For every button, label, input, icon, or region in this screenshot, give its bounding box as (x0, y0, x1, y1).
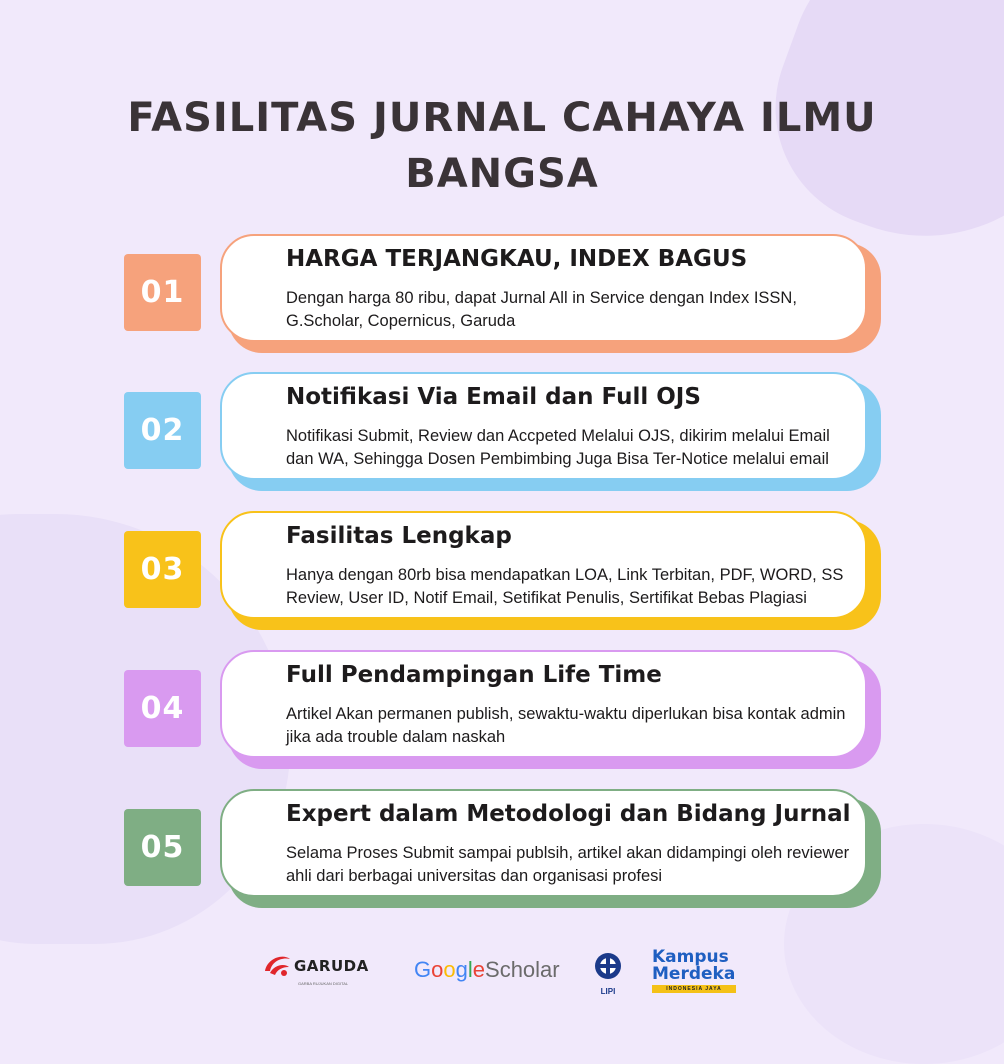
title-line-2: BANGSA (405, 151, 599, 197)
facility-title: Fasilitas Lengkap (286, 523, 512, 549)
number-badge: 04 (124, 670, 201, 747)
facility-item (0, 234, 1004, 354)
lipi-emblem-icon (593, 951, 623, 983)
partner-logos (0, 945, 1004, 1001)
google-wordmark: Google (414, 957, 486, 982)
scholar-wordmark: Scholar (485, 957, 560, 982)
garuda-icon (262, 951, 292, 981)
number-badge: 01 (124, 254, 201, 331)
garuda-wordmark: GARUDA (294, 957, 369, 975)
garuda-tagline: GARBA RUJUKAN DIGITAL (298, 981, 349, 986)
facility-card (220, 234, 867, 342)
facility-item (0, 511, 1004, 631)
facility-description: Dengan harga 80 ribu, dapat Jurnal All in Service dengan Index ISSN, G.Scholar, Copernicus, Garuda (286, 289, 797, 330)
facility-title: Expert dalam Metodologi dan Bidang Jurnal (286, 801, 851, 827)
facility-title: Full Pendampingan Life Time (286, 662, 662, 688)
facility-item (0, 372, 1004, 492)
lipi-logo (590, 951, 626, 995)
kampus-word: Kampus (652, 947, 729, 967)
facility-item (0, 650, 1004, 770)
kampus-merdeka-logo (652, 949, 742, 997)
facility-title: Notifikasi Via Email dan Full OJS (286, 384, 701, 410)
facility-description: Artikel Akan permanen publish, sewaktu-waktu diperlukan bisa kontak admin jika ada trouble dalam naskah (286, 705, 846, 746)
facility-card (220, 650, 867, 758)
number-badge: 03 (124, 531, 201, 608)
garuda-logo (262, 951, 369, 986)
number-badge: 05 (124, 809, 201, 886)
facility-card (220, 511, 867, 619)
facility-title: HARGA TERJANGKAU, INDEX BAGUS (286, 246, 748, 272)
merdeka-word: Merdeka (652, 964, 736, 984)
facility-item (0, 789, 1004, 909)
facility-description: Hanya dengan 80rb bisa mendapatkan LOA, Link Terbitan, PDF, WORD, SS Review, User ID, Notif Email, Setifikat Penulis, Sertifikat Bebas Plagiasi (286, 566, 844, 607)
facility-description: Selama Proses Submit sampai publsih, artikel akan didampingi oleh reviewer ahli dari berbagai universitas dan organisasi profesi (286, 844, 850, 885)
facility-card (220, 789, 867, 897)
kampus-tagline: INDONESIA JAYA (652, 985, 736, 993)
page-title (0, 90, 1004, 202)
lipi-text: LIPI (600, 987, 616, 996)
google-scholar-logo (414, 957, 560, 983)
facility-card (220, 372, 867, 480)
title-line-1: FASILITAS JURNAL CAHAYA ILMU (127, 95, 877, 141)
facility-description: Notifikasi Submit, Review dan Accpeted Melalui OJS, dikirim melalui Email dan WA, Sehingga Dosen Pembimbing Juga Bisa Ter-Notice melalui email (286, 427, 830, 468)
number-badge: 02 (124, 392, 201, 469)
